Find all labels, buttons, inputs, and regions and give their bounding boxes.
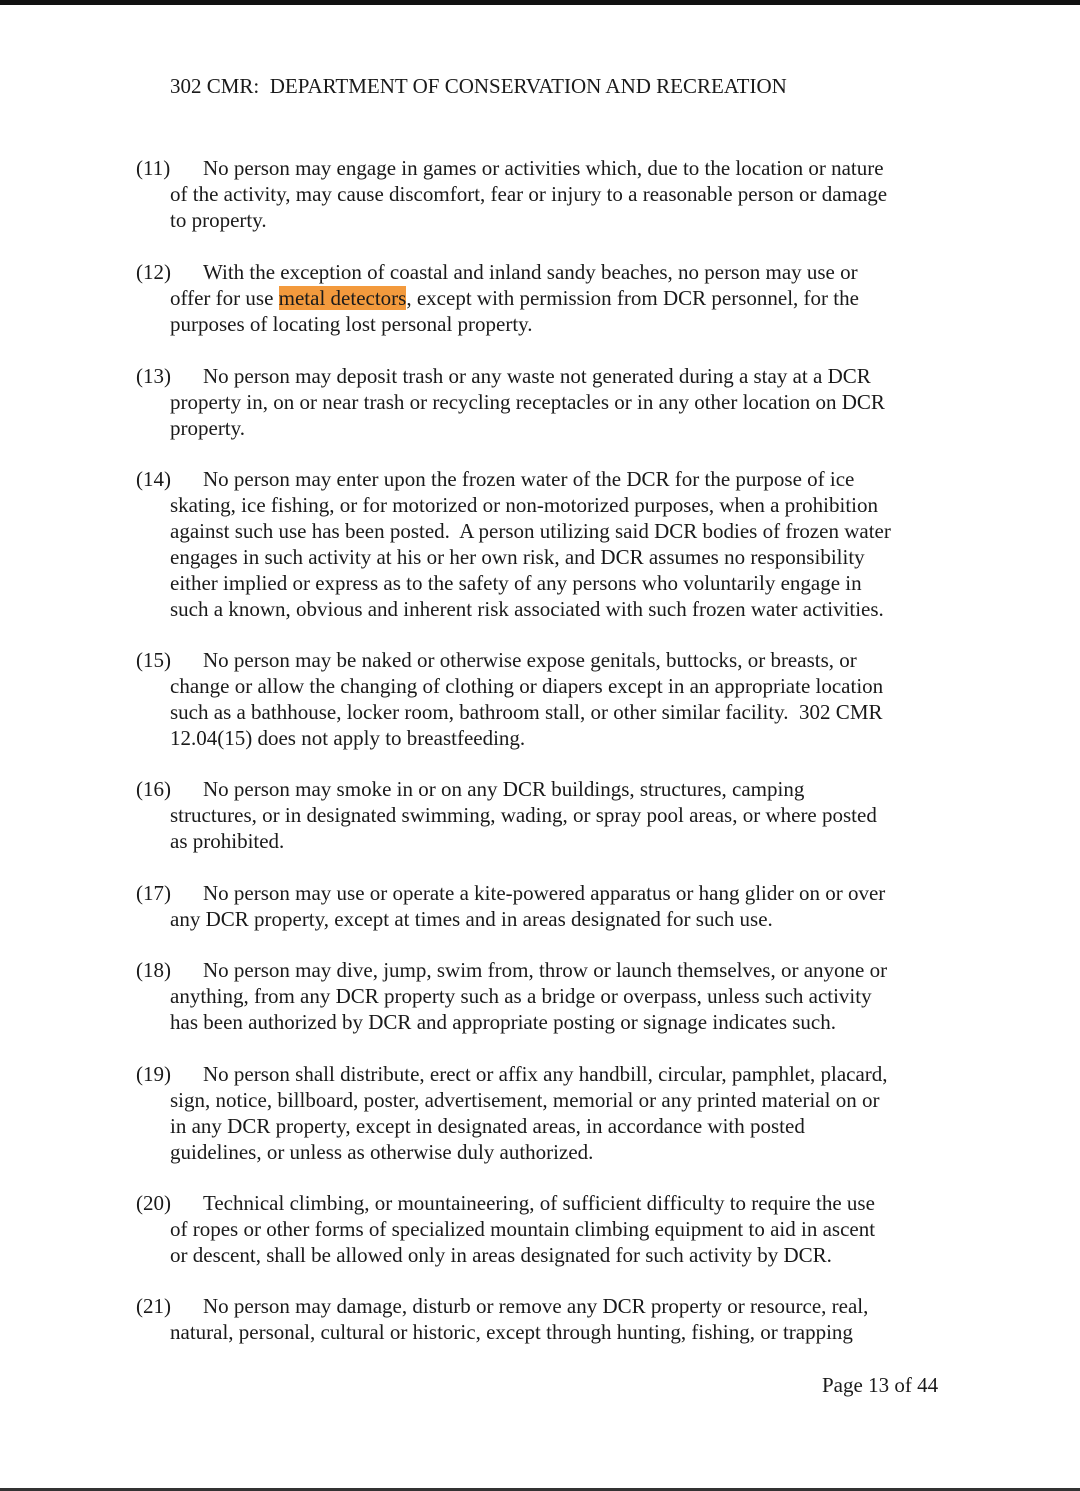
clause-text: Technical climbing, or mountaineering, of sufficient difficulty to require the use [203,1191,875,1215]
clause-12 [136,259,859,337]
clause-line: either implied or express as to the safety of any persons who voluntarily engage in [170,571,862,595]
clause-number: (19) [136,1062,171,1086]
clause-line [136,1190,875,1216]
clause-15 [136,647,883,751]
clause-line [136,155,887,181]
clause-line [136,466,891,492]
clause-text: No person may dive, jump, swim from, throw or launch themselves, or anyone or [203,958,888,982]
clause-text: No person may enter upon the frozen water of the DCR for the purpose of ice [203,467,855,491]
clause-13 [136,363,885,441]
clause-text: No person may smoke in or on any DCR buildings, structures, camping [203,777,805,801]
clause-text: No person may deposit trash or any waste not generated during a stay at a DCR [203,364,871,388]
clause-line: such a known, obvious and inherent risk associated with such frozen water activities. [170,597,884,621]
clause-text: No person may damage, disturb or remove any DCR property or resource, real, [203,1294,869,1318]
clause-line [136,259,859,285]
clause-line [136,647,883,673]
clause-number: (11) [136,156,171,180]
clause-number: (13) [136,364,171,388]
clause-line [136,957,887,983]
clause-text: No person may engage in games or activities which, due to the location or nature [203,156,884,180]
clause-number: (14) [136,467,171,491]
clause-17 [136,880,885,932]
clause-text: offer for use [170,286,279,310]
clause-line: structures, or in designated swimming, wading, or spray pool areas, or where posted [170,803,877,827]
clause-16 [136,776,877,854]
clause-11 [136,155,887,233]
clause-number: (15) [136,648,171,672]
clause-20 [136,1190,875,1268]
clause-number: (21) [136,1294,171,1318]
clause-line: engages in such activity at his or her own risk, and DCR assumes no responsibility [170,545,865,569]
clause-line: or descent, shall be allowed only in areas designated for such activity by DCR. [170,1243,832,1267]
clause-line: property. [170,416,246,440]
clause-line: 12.04(15) does not apply to breastfeeding. [170,726,526,750]
page-header: 302 CMR: DEPARTMENT OF CONSERVATION AND RECREATION [170,74,787,98]
clause-19 [136,1061,888,1165]
clause-21 [136,1293,868,1345]
clause-line: property in, on or near trash or recycling receptacles or in any other location on DCR [170,390,885,414]
clause-line [136,776,877,802]
clause-line: sign, notice, billboard, poster, advertisement, memorial or any printed material on or [170,1088,880,1112]
clause-line: change or allow the changing of clothing or diapers except in an appropriate location [170,674,884,698]
clause-line: as prohibited. [170,829,285,853]
clause-number: (18) [136,958,171,982]
clause-number: (17) [136,881,171,905]
clause-number: (16) [136,777,171,801]
clause-line: against such use has been posted. A person utilizing said DCR bodies of frozen water [170,519,891,543]
clause-text: No person may use or operate a kite-powered apparatus or hang glider on or over [203,881,886,905]
clause-line [136,363,885,389]
clause-line [136,1293,868,1319]
clause-text: With the exception of coastal and inland sandy beaches, no person may use or [203,260,858,284]
clause-line: anything, from any DCR property such as a bridge or overpass, unless such activity [170,984,872,1008]
clause-line: to property. [170,208,267,232]
clause-line [136,1061,888,1087]
clause-line: skating, ice fishing, or for motorized or non-motorized purposes, when a prohibition [170,493,879,517]
clause-14 [136,466,891,622]
clause-line: any DCR property, except at times and in areas designated for such use. [170,907,773,931]
clause-line: such as a bathhouse, locker room, bathroom stall, or other similar facility. 302 CMR [170,700,883,724]
clause-line: has been authorized by DCR and appropriate posting or signage indicates such. [170,1010,836,1034]
clause-18 [136,957,887,1035]
clause-number: (20) [136,1191,171,1215]
clause-text: , except with permission from DCR personnel, for the [406,286,859,310]
clause-text: No person may be naked or otherwise expose genitals, buttocks, or breasts, or [203,648,857,672]
clause-line: of ropes or other forms of specialized mountain climbing equipment to aid in ascent [170,1217,876,1241]
top-border [0,0,1080,5]
clause-line [136,285,859,311]
highlighted-text[interactable]: metal detectors [278,286,407,310]
clause-line: in any DCR property, except in designated areas, in accordance with posted [170,1114,805,1138]
clause-text: No person shall distribute, erect or affix any handbill, circular, pamphlet, placard, [203,1062,888,1086]
clause-line: guidelines, or unless as otherwise duly authorized. [170,1140,594,1164]
page-number: Page 13 of 44 [822,1373,939,1397]
clause-line: purposes of locating lost personal property. [170,312,533,336]
clause-number: (12) [136,260,171,284]
clause-line [136,880,885,906]
clause-line: natural, personal, cultural or historic, except through hunting, fishing, or trapping [170,1320,853,1344]
clause-line: of the activity, may cause discomfort, fear or injury to a reasonable person or damage [170,182,888,206]
